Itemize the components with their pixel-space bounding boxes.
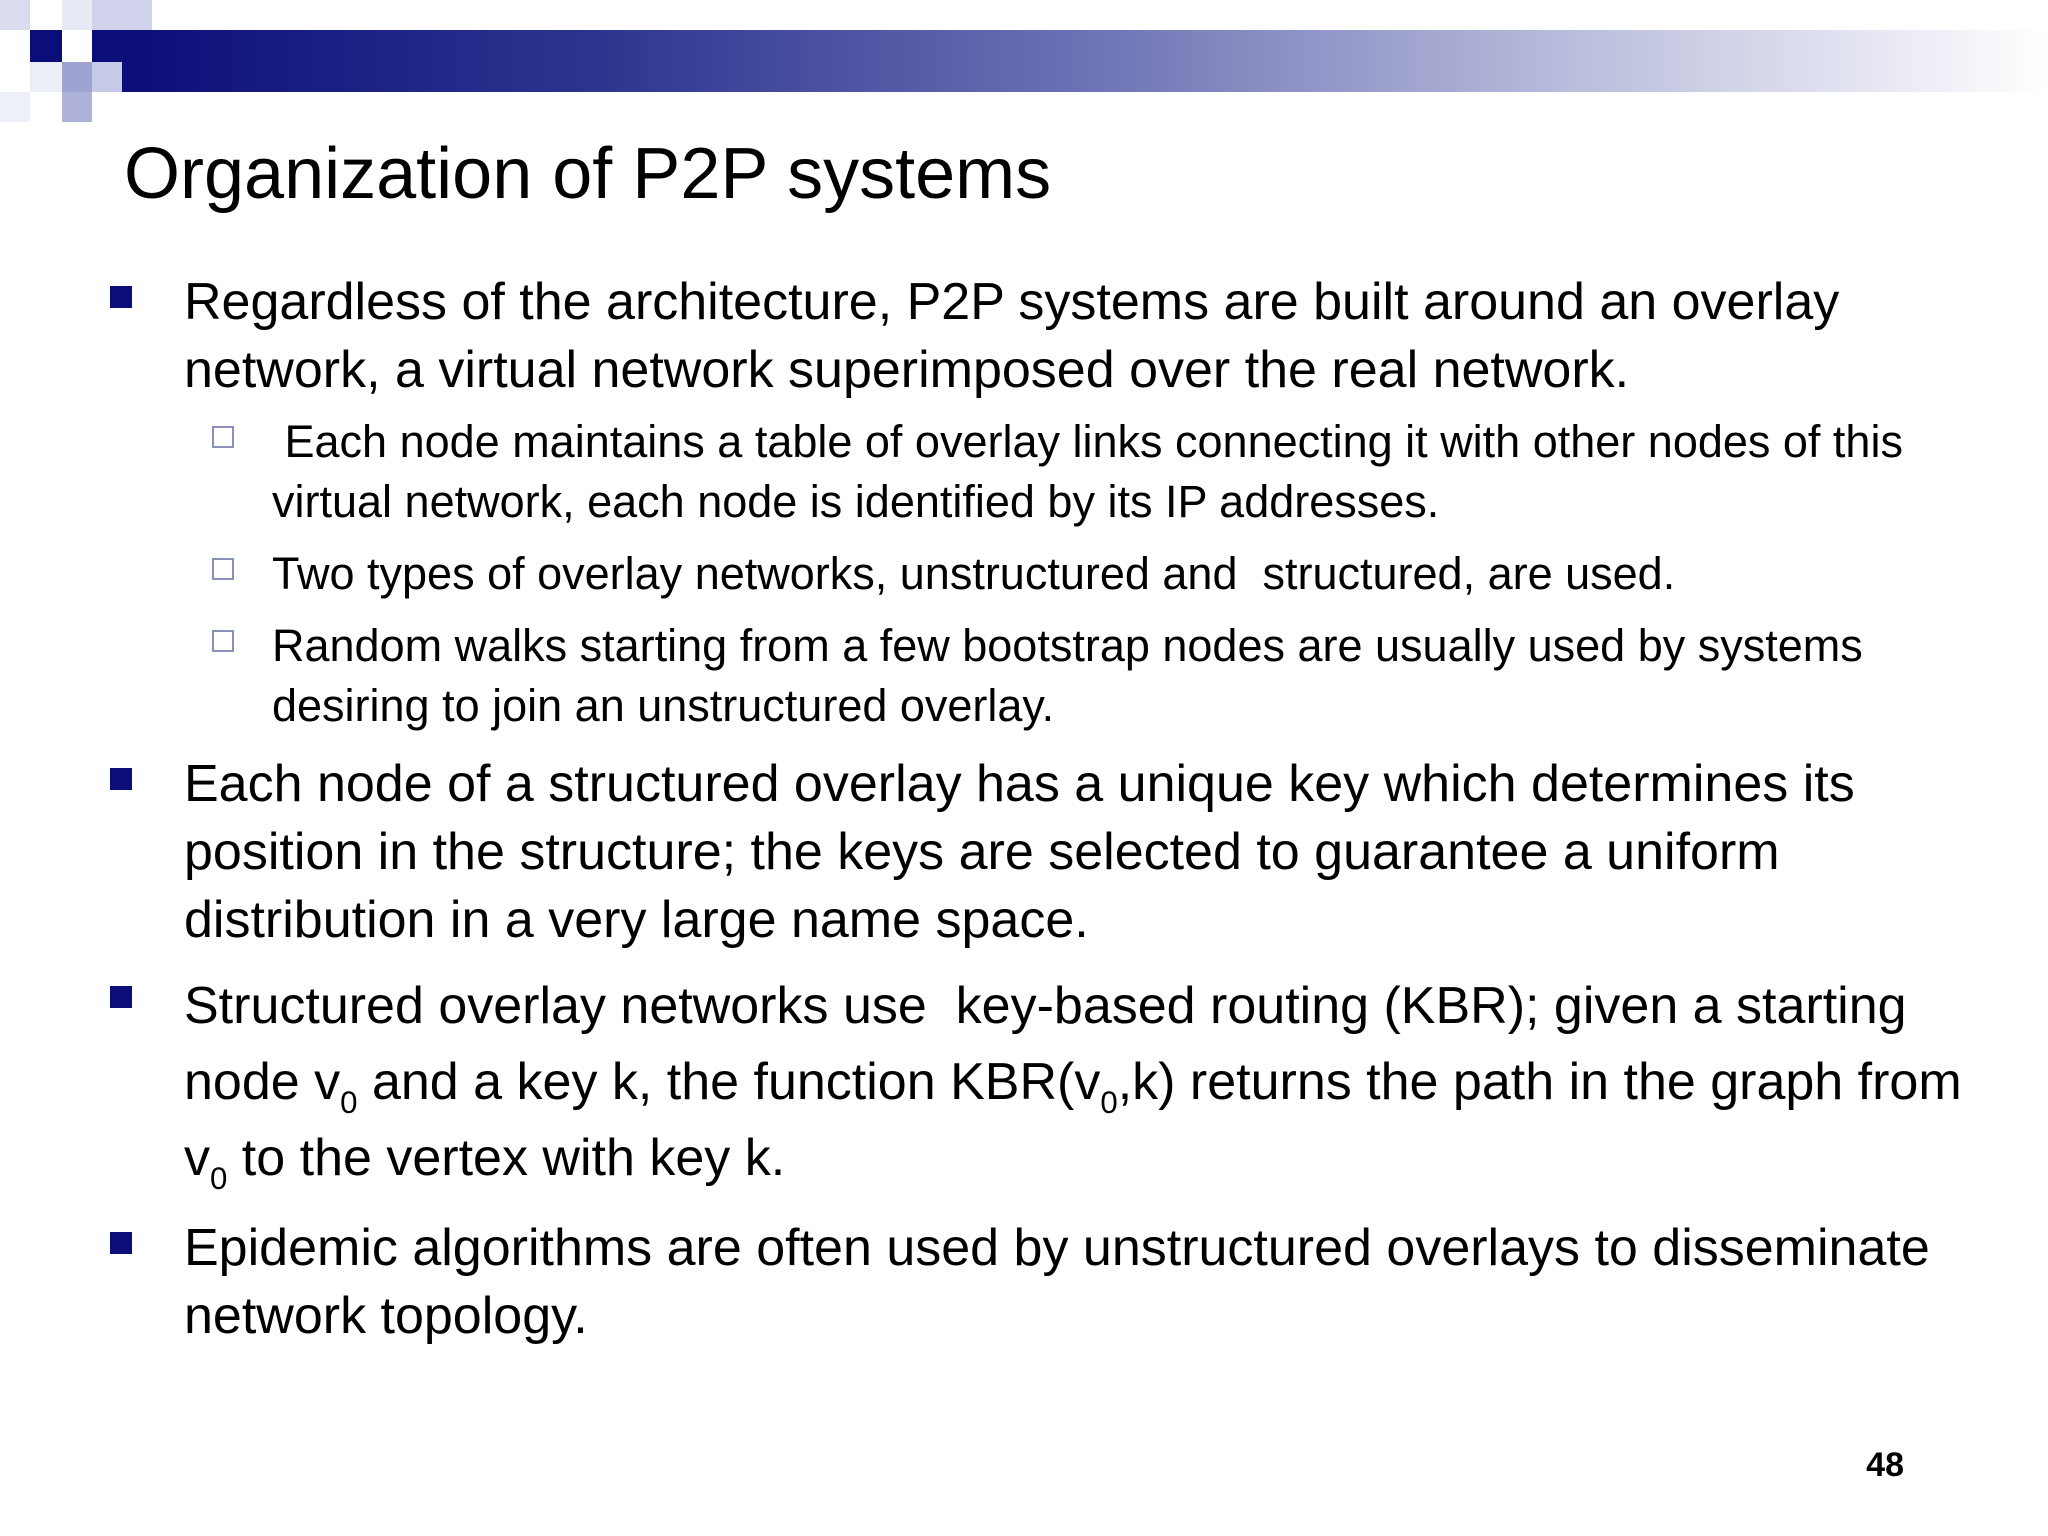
hollow-square-bullet-icon: [212, 630, 234, 652]
sub-bullet-item: [0, 616, 1962, 736]
decor-square: [92, 30, 122, 62]
bullet-item: [0, 750, 1994, 954]
square-bullet-icon: [110, 286, 132, 308]
bullet-item: [0, 268, 1994, 404]
sub-bullet-text: Two types of overlay networks, unstructured and structured, are used.: [272, 548, 1676, 599]
decor-square: [92, 62, 122, 92]
sub-bullet-item: [0, 412, 1962, 532]
header-gradient-bar: [122, 30, 2048, 92]
bullet-text-part: ,k) returns the path in the graph from v: [184, 1053, 1977, 1187]
slide-content: [0, 268, 2048, 1350]
sub-bullet-item: [0, 544, 1962, 604]
bullet-text: Regardless of the architecture, P2P systems are built around an overlay network, a virtual network superimposed over the real network.: [184, 273, 1840, 399]
bullet-text-part: to the vertex with key k.: [227, 1129, 786, 1187]
decor-square: [62, 0, 92, 30]
decor-square: [92, 0, 152, 30]
bullet-text-part: and a key k, the function KBR(v: [357, 1053, 1101, 1111]
bullet-item: [0, 968, 1994, 1196]
decor-square: [0, 92, 30, 122]
sub-bullet-text: Each node maintains a table of overlay links connecting it with other nodes of this virtual network, each node is identified by its IP addresses.: [272, 416, 1916, 527]
subscript: 0: [340, 1085, 358, 1121]
decor-square: [0, 0, 30, 30]
bullet-text: Each node of a structured overlay has a unique key which determines its position in the structure; the keys are selected to guarantee a uniform distribution in a very large name space.: [184, 755, 1855, 949]
decor-square: [30, 30, 62, 62]
decor-square: [62, 92, 92, 122]
decor-square: [30, 62, 62, 92]
bullet-item: [0, 1214, 1994, 1350]
bullet-text: [184, 977, 1977, 1197]
bullet-text: Epidemic algorithms are often used by unstructured overlays to disseminate network topology.: [184, 1219, 1930, 1345]
subscript: 0: [1100, 1085, 1118, 1121]
hollow-square-bullet-icon: [212, 426, 234, 448]
page-number: 48: [1866, 1446, 1904, 1484]
square-bullet-icon: [110, 986, 132, 1008]
decor-square: [62, 62, 92, 92]
slide-title: Organization of P2P systems: [124, 134, 1052, 214]
sub-bullet-text: Random walks starting from a few bootstrap nodes are usually used by systems desiring to join an unstructured overlay.: [272, 620, 1863, 731]
bullet-text-part: Structured overlay networks use key-based routing (KBR); given a starting node v: [184, 977, 1922, 1111]
square-bullet-icon: [110, 1232, 132, 1254]
hollow-square-bullet-icon: [212, 558, 234, 580]
subscript: 0: [210, 1161, 228, 1197]
square-bullet-icon: [110, 768, 132, 790]
